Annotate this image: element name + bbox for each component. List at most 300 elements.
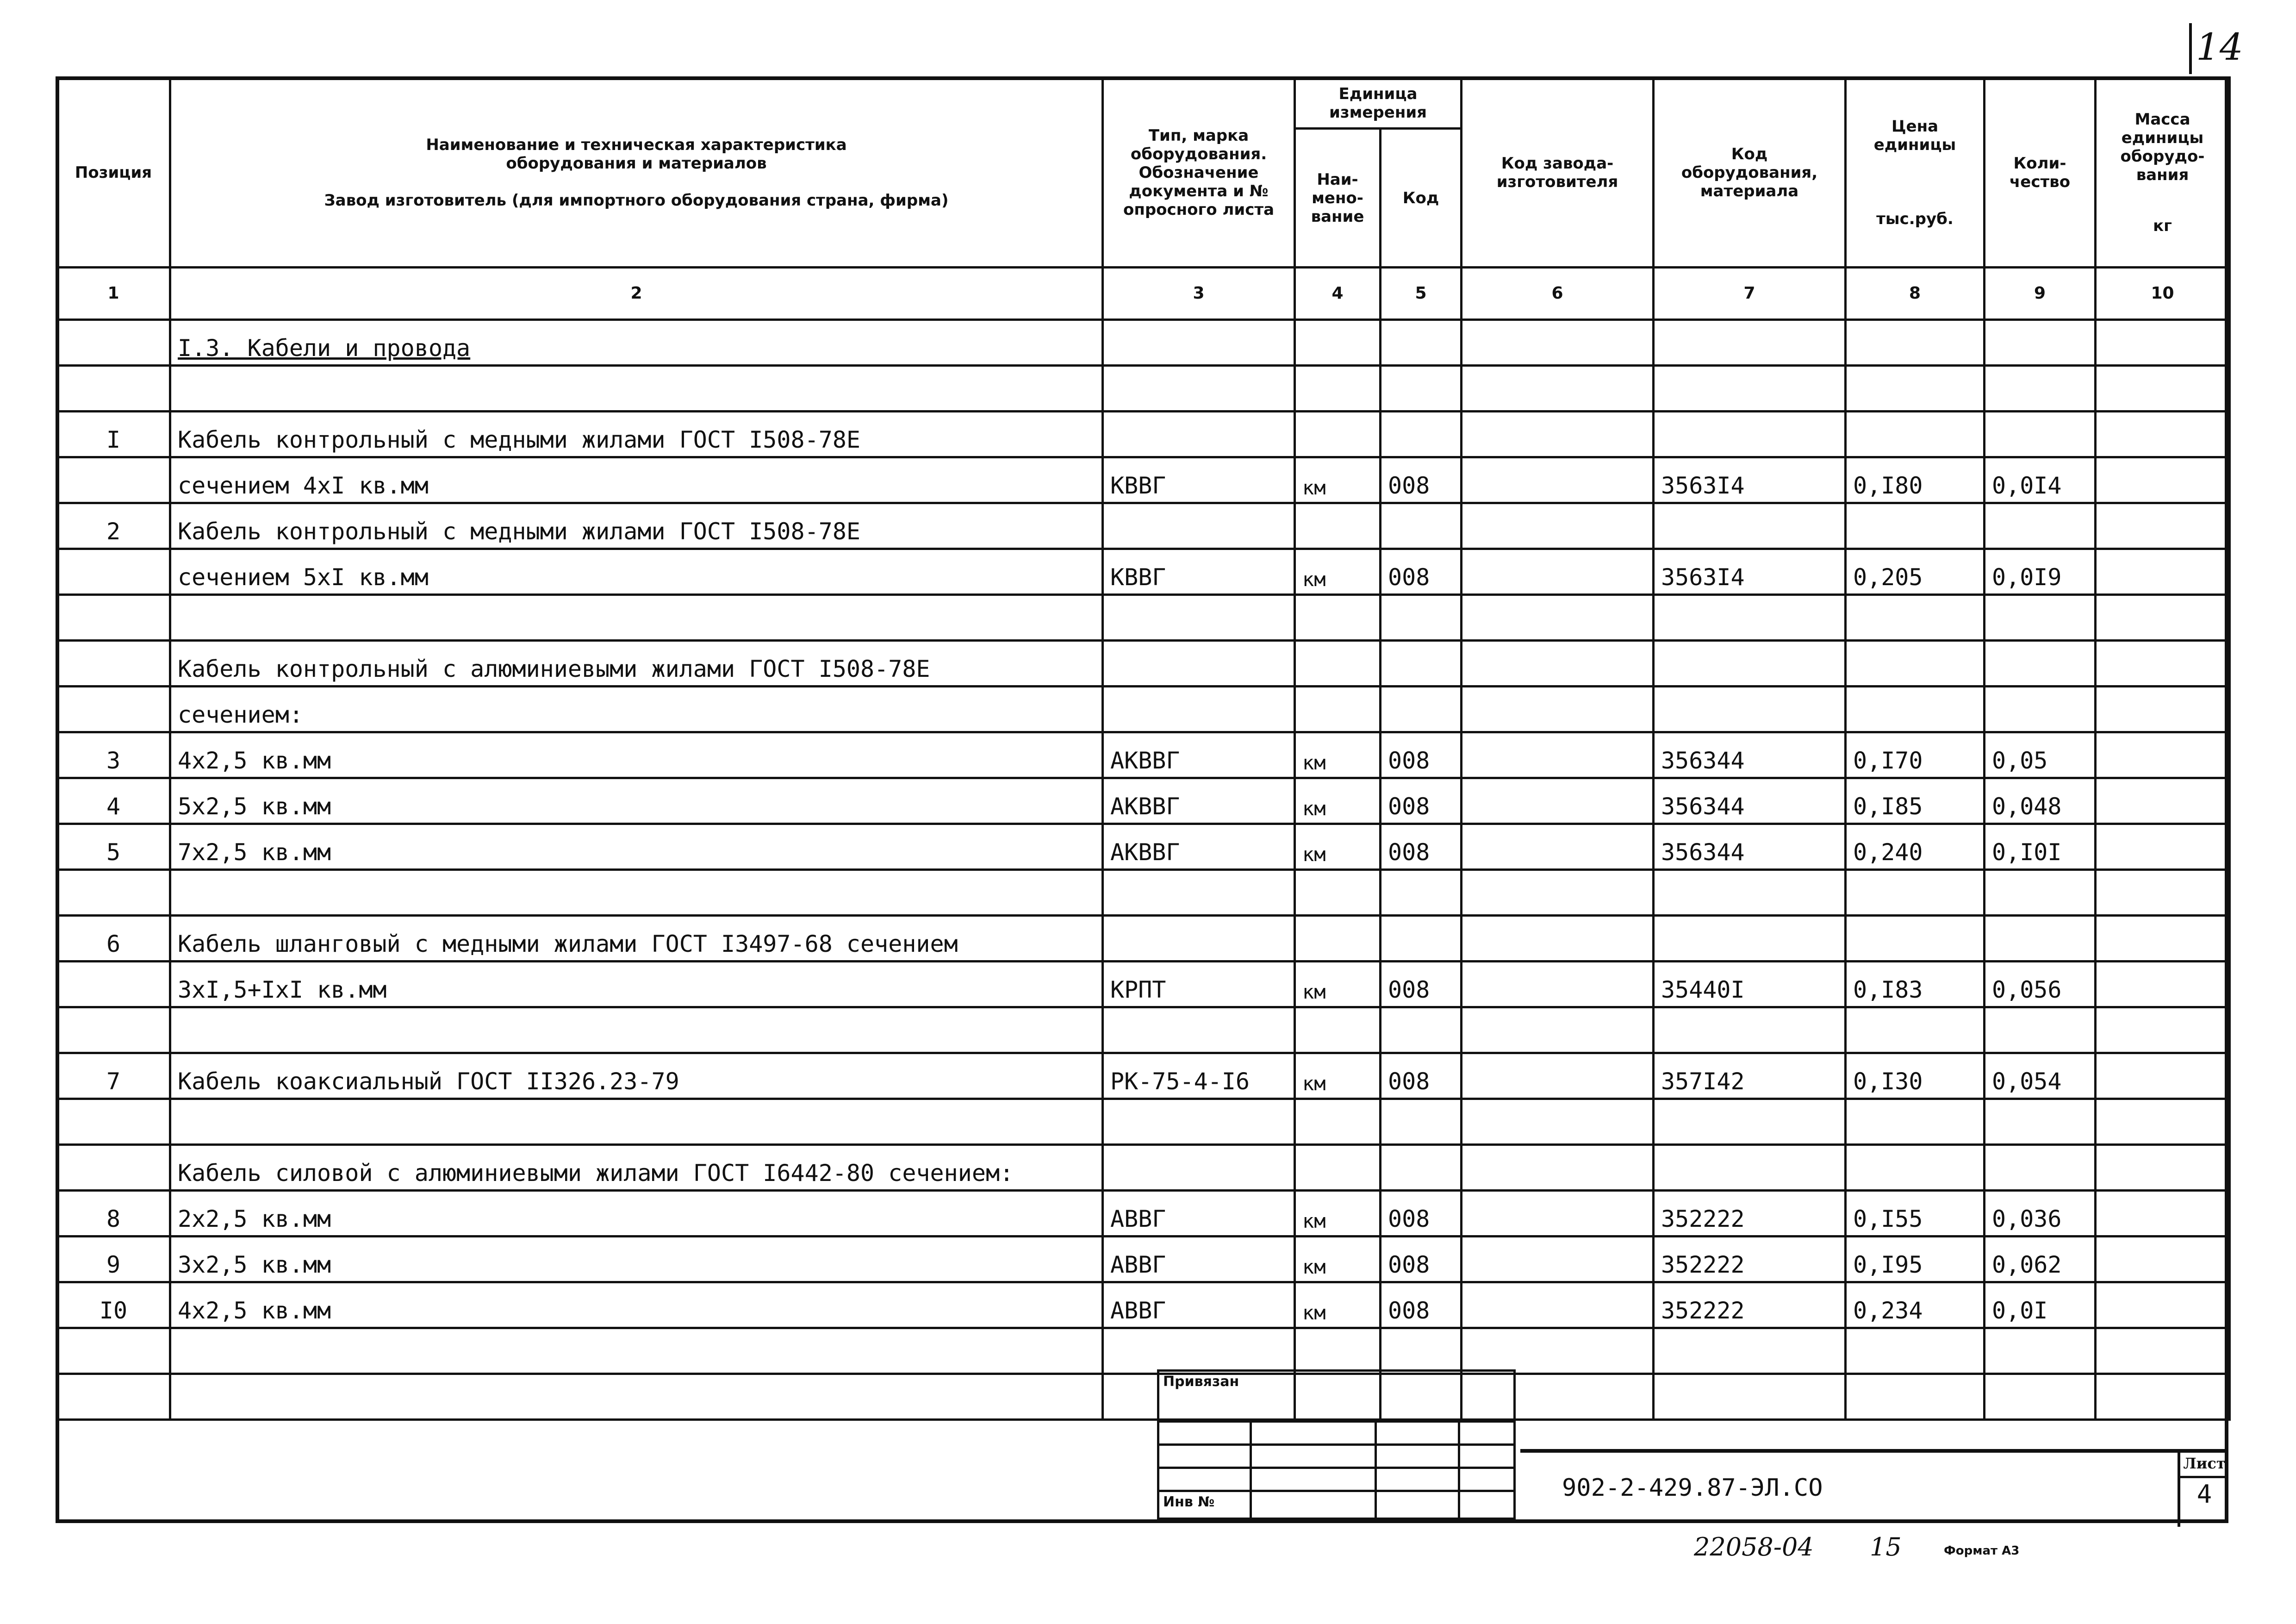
row-price: 0,240	[1846, 824, 1985, 870]
row-unit	[1295, 320, 1381, 366]
row-mass	[2096, 366, 2230, 412]
row-quantity	[1985, 916, 2096, 962]
row-plant-code	[1462, 1145, 1654, 1191]
row-quantity	[1985, 1007, 2096, 1053]
row-unit	[1295, 595, 1381, 641]
row-mass	[2096, 503, 2230, 549]
table-row	[57, 1282, 2230, 1328]
row-type: РК-75-4-I6	[1103, 1053, 1295, 1099]
row-plant-code	[1462, 778, 1654, 824]
row-unit-code: 008	[1381, 1053, 1462, 1099]
row-price	[1846, 595, 1985, 641]
row-name: Кабель контрольный с медными жилами ГОСТ I508-78Е	[170, 503, 1103, 549]
row-type	[1103, 1328, 1295, 1374]
header-price-unit: тыс.руб.	[1876, 209, 1954, 228]
title-block	[1520, 1449, 2228, 1523]
row-unit: км	[1295, 732, 1381, 778]
stamp-cell	[1158, 1468, 1251, 1491]
row-position	[57, 1328, 170, 1374]
header-position: Позиция	[57, 78, 170, 268]
row-type: АВВГ	[1103, 1282, 1295, 1328]
row-plant-code	[1462, 412, 1654, 457]
row-mass	[2096, 687, 2230, 732]
row-unit	[1295, 687, 1381, 732]
row-item-code	[1654, 320, 1846, 366]
corner-page-number: 14	[2196, 25, 2243, 69]
row-unit	[1295, 1007, 1381, 1053]
row-unit: км	[1295, 1282, 1381, 1328]
row-item-code	[1654, 412, 1846, 457]
row-position	[57, 1374, 170, 1420]
row-quantity: 0,048	[1985, 778, 2096, 824]
row-item-code: 352222	[1654, 1237, 1846, 1282]
specification-body	[57, 320, 2230, 1420]
row-position	[57, 320, 170, 366]
row-type: АКВВГ	[1103, 824, 1295, 870]
row-price	[1846, 366, 1985, 412]
row-position	[57, 366, 170, 412]
column-number: 4	[1295, 268, 1381, 320]
row-mass	[2096, 778, 2230, 824]
row-type: КВВГ	[1103, 457, 1295, 503]
table-row	[57, 732, 2230, 778]
row-item-code	[1654, 1328, 1846, 1374]
row-unit: км	[1295, 1053, 1381, 1099]
header-quantity: Коли-чество	[1985, 78, 2096, 268]
stamp-cell	[1459, 1468, 1515, 1491]
row-price	[1846, 870, 1985, 916]
row-quantity	[1985, 1099, 2096, 1145]
stamp-cell	[1376, 1422, 1459, 1445]
row-unit	[1295, 366, 1381, 412]
table-row	[57, 412, 2230, 457]
row-plant-code	[1462, 1007, 1654, 1053]
row-unit	[1295, 412, 1381, 457]
row-unit: км	[1295, 1191, 1381, 1237]
row-name: Кабель контрольный с медными жилами ГОСТ I508-78Е	[170, 412, 1103, 457]
row-unit-code	[1381, 320, 1462, 366]
row-unit-code	[1381, 1007, 1462, 1053]
row-mass	[2096, 549, 2230, 595]
row-item-code: 352222	[1654, 1282, 1846, 1328]
column-number: 8	[1846, 268, 1985, 320]
row-price	[1846, 320, 1985, 366]
row-position: 9	[57, 1237, 170, 1282]
row-item-code	[1654, 870, 1846, 916]
table-row	[57, 1328, 2230, 1374]
row-price	[1846, 503, 1985, 549]
row-unit-code: 008	[1381, 778, 1462, 824]
row-type	[1103, 503, 1295, 549]
row-quantity	[1985, 503, 2096, 549]
row-position	[57, 962, 170, 1007]
row-plant-code	[1462, 1053, 1654, 1099]
row-item-code: 3563I4	[1654, 457, 1846, 503]
row-price: 0,I55	[1846, 1191, 1985, 1237]
header-price	[1846, 78, 1985, 268]
row-name: 3x2,5 кв.мм	[170, 1237, 1103, 1282]
row-plant-code	[1462, 320, 1654, 366]
row-item-code	[1654, 595, 1846, 641]
table-row	[57, 1007, 2230, 1053]
row-unit-code	[1381, 1145, 1462, 1191]
row-name: I.3. Кабели и провода	[170, 320, 1103, 366]
row-quantity	[1985, 1328, 2096, 1374]
row-name	[170, 366, 1103, 412]
row-position: 5	[57, 824, 170, 870]
table-row	[57, 1191, 2230, 1237]
row-plant-code	[1462, 641, 1654, 687]
row-item-code: 35440I	[1654, 962, 1846, 1007]
approval-stamp	[1157, 1369, 1516, 1520]
sheet-label: Лист	[2180, 1455, 2228, 1478]
stamp-cell	[1251, 1468, 1376, 1491]
column-number: 6	[1462, 268, 1654, 320]
row-price	[1846, 1007, 1985, 1053]
row-mass	[2096, 870, 2230, 916]
stamp-cell	[1251, 1445, 1376, 1468]
row-position: 2	[57, 503, 170, 549]
row-unit-code: 008	[1381, 549, 1462, 595]
row-item-code	[1654, 366, 1846, 412]
document-number: 902-2-429.87-ЭЛ.СО	[1562, 1474, 1823, 1502]
table-row	[57, 366, 2230, 412]
row-type	[1103, 320, 1295, 366]
row-position	[57, 457, 170, 503]
row-position: 8	[57, 1191, 170, 1237]
row-unit: км	[1295, 824, 1381, 870]
table-row	[57, 916, 2230, 962]
row-mass	[2096, 1007, 2230, 1053]
row-position	[57, 641, 170, 687]
row-price	[1846, 1145, 1985, 1191]
row-item-code	[1654, 1374, 1846, 1420]
stamp-inventory-label: Инв №	[1158, 1491, 1251, 1519]
column-number: 1	[57, 268, 170, 320]
table-row	[57, 457, 2230, 503]
row-type	[1103, 1007, 1295, 1053]
row-plant-code	[1462, 824, 1654, 870]
row-unit-code: 008	[1381, 1237, 1462, 1282]
row-item-code	[1654, 916, 1846, 962]
row-mass	[2096, 1328, 2230, 1374]
row-unit	[1295, 870, 1381, 916]
row-name: сечением 5xI кв.мм	[170, 549, 1103, 595]
row-unit	[1295, 503, 1381, 549]
row-name: 5x2,5 кв.мм	[170, 778, 1103, 824]
header-mass-unit: кг	[2153, 216, 2172, 235]
row-unit	[1295, 1145, 1381, 1191]
row-type: КВВГ	[1103, 549, 1295, 595]
row-price: 0,I95	[1846, 1237, 1985, 1282]
row-item-code	[1654, 1145, 1846, 1191]
row-type	[1103, 412, 1295, 457]
row-item-code	[1654, 687, 1846, 732]
column-number: 2	[170, 268, 1103, 320]
row-quantity: 0,05	[1985, 732, 2096, 778]
row-price	[1846, 916, 1985, 962]
column-number: 10	[2096, 268, 2230, 320]
row-item-code	[1654, 1099, 1846, 1145]
row-mass	[2096, 824, 2230, 870]
row-type: АКВВГ	[1103, 778, 1295, 824]
row-unit	[1295, 641, 1381, 687]
row-plant-code	[1462, 503, 1654, 549]
header-item-code: Код оборудования, материала	[1654, 78, 1846, 268]
row-position: I0	[57, 1282, 170, 1328]
row-name: Кабель контрольный с алюминиевыми жилами ГОСТ I508-78Е	[170, 641, 1103, 687]
row-quantity	[1985, 595, 2096, 641]
table-row	[57, 778, 2230, 824]
table-row	[57, 962, 2230, 1007]
table-row	[57, 687, 2230, 732]
row-unit-code	[1381, 412, 1462, 457]
row-plant-code	[1462, 595, 1654, 641]
row-mass	[2096, 1099, 2230, 1145]
row-position: 7	[57, 1053, 170, 1099]
stamp-cell	[1251, 1491, 1376, 1519]
footer-page-number: 15	[1870, 1532, 1902, 1562]
table-row	[57, 824, 2230, 870]
table-row	[57, 1145, 2230, 1191]
row-mass	[2096, 1053, 2230, 1099]
row-unit	[1295, 1099, 1381, 1145]
row-quantity: 0,0I4	[1985, 457, 2096, 503]
column-number: 7	[1654, 268, 1846, 320]
row-plant-code	[1462, 366, 1654, 412]
specification-table	[56, 76, 2231, 1421]
row-position: 3	[57, 732, 170, 778]
row-price: 0,205	[1846, 549, 1985, 595]
table-row	[57, 503, 2230, 549]
row-position	[57, 687, 170, 732]
row-name: Кабель коаксиальный ГОСТ II326.23-79	[170, 1053, 1103, 1099]
sheet-number: 4	[2196, 1480, 2212, 1509]
row-quantity	[1985, 1145, 2096, 1191]
table-row	[57, 549, 2230, 595]
row-name: 4x2,5 кв.мм	[170, 1282, 1103, 1328]
row-price: 0,I30	[1846, 1053, 1985, 1099]
row-plant-code	[1462, 962, 1654, 1007]
row-price: 0,I80	[1846, 457, 1985, 503]
row-name: 2x2,5 кв.мм	[170, 1191, 1103, 1237]
row-item-code: 356344	[1654, 778, 1846, 824]
row-unit: км	[1295, 962, 1381, 1007]
row-quantity: 0,054	[1985, 1053, 2096, 1099]
row-position: 6	[57, 916, 170, 962]
row-unit	[1295, 916, 1381, 962]
row-plant-code	[1462, 732, 1654, 778]
row-position: 4	[57, 778, 170, 824]
row-type: КРПТ	[1103, 962, 1295, 1007]
row-item-code: 352222	[1654, 1191, 1846, 1237]
stamp-cell	[1459, 1491, 1515, 1519]
row-quantity: 0,I0I	[1985, 824, 2096, 870]
row-unit-code	[1381, 1328, 1462, 1374]
row-type	[1103, 595, 1295, 641]
header-unit-code: Код	[1381, 129, 1462, 268]
table-row	[57, 1237, 2230, 1282]
row-quantity: 0,062	[1985, 1237, 2096, 1282]
row-mass	[2096, 962, 2230, 1007]
table-row	[57, 1374, 2230, 1420]
row-mass	[2096, 1237, 2230, 1282]
row-position	[57, 1099, 170, 1145]
row-plant-code	[1462, 1237, 1654, 1282]
row-type	[1103, 366, 1295, 412]
row-type: АВВГ	[1103, 1237, 1295, 1282]
stamp-cell	[1251, 1422, 1376, 1445]
row-price: 0,I83	[1846, 962, 1985, 1007]
column-number: 9	[1985, 268, 2096, 320]
corner-mark	[2189, 23, 2192, 74]
row-unit-code: 008	[1381, 1282, 1462, 1328]
row-unit-code: 008	[1381, 732, 1462, 778]
header-price-label: Цена единицы	[1873, 117, 1956, 154]
row-price	[1846, 412, 1985, 457]
row-unit	[1295, 1328, 1381, 1374]
stamp-cell	[1158, 1422, 1251, 1445]
table-row	[57, 870, 2230, 916]
header-mass-label: Масса единицы оборудо-вания	[2120, 110, 2205, 184]
row-mass	[2096, 412, 2230, 457]
row-quantity	[1985, 870, 2096, 916]
table-row	[57, 320, 2230, 366]
row-name: 4x2,5 кв.мм	[170, 732, 1103, 778]
table-row	[57, 1099, 2230, 1145]
header-name-line2: оборудования и материалов	[506, 154, 767, 173]
row-mass	[2096, 732, 2230, 778]
row-name	[170, 870, 1103, 916]
stamp-cell	[1376, 1491, 1459, 1519]
row-mass	[2096, 916, 2230, 962]
footer-format: Формат А3	[1944, 1544, 2020, 1558]
table-row	[57, 595, 2230, 641]
header-plant-code: Код завода-изготовителя	[1462, 78, 1654, 268]
row-name: 3xI,5+IxI кв.мм	[170, 962, 1103, 1007]
row-plant-code	[1462, 687, 1654, 732]
row-quantity: 0,0I	[1985, 1282, 2096, 1328]
row-price: 0,234	[1846, 1282, 1985, 1328]
row-name	[170, 595, 1103, 641]
stamp-cell	[1376, 1468, 1459, 1491]
row-plant-code	[1462, 1328, 1654, 1374]
row-name	[170, 1007, 1103, 1053]
row-plant-code	[1462, 1099, 1654, 1145]
row-type	[1103, 1099, 1295, 1145]
row-quantity	[1985, 687, 2096, 732]
row-plant-code	[1462, 549, 1654, 595]
row-position: I	[57, 412, 170, 457]
row-type	[1103, 641, 1295, 687]
stamp-cell	[1459, 1422, 1515, 1445]
row-unit-code	[1381, 366, 1462, 412]
row-unit: км	[1295, 457, 1381, 503]
row-quantity: 0,036	[1985, 1191, 2096, 1237]
row-plant-code	[1462, 1191, 1654, 1237]
row-price	[1846, 687, 1985, 732]
row-unit: км	[1295, 778, 1381, 824]
row-quantity	[1985, 320, 2096, 366]
row-unit-code	[1381, 641, 1462, 687]
row-unit-code	[1381, 1099, 1462, 1145]
row-item-code	[1654, 1007, 1846, 1053]
row-price: 0,I70	[1846, 732, 1985, 778]
row-type	[1103, 916, 1295, 962]
row-quantity	[1985, 366, 2096, 412]
row-position	[57, 595, 170, 641]
row-item-code: 3563I4	[1654, 549, 1846, 595]
row-mass	[2096, 1145, 2230, 1191]
row-plant-code	[1462, 1282, 1654, 1328]
row-item-code	[1654, 641, 1846, 687]
row-mass	[2096, 1282, 2230, 1328]
row-unit: км	[1295, 1237, 1381, 1282]
header-name-line3: Завод изготовитель (для импортного оборудования страна, фирма)	[324, 191, 949, 210]
header-type: Тип, марка оборудования. Обозначение документа и № опросного листа	[1103, 78, 1295, 268]
row-unit-code	[1381, 870, 1462, 916]
row-name: сечением:	[170, 687, 1103, 732]
row-item-code: 356344	[1654, 824, 1846, 870]
row-position	[57, 870, 170, 916]
row-position	[57, 1007, 170, 1053]
row-name: сечением 4xI кв.мм	[170, 457, 1103, 503]
row-price	[1846, 1328, 1985, 1374]
row-unit-code: 008	[1381, 457, 1462, 503]
row-unit-code	[1381, 595, 1462, 641]
row-quantity	[1985, 1374, 2096, 1420]
row-type: АКВВГ	[1103, 732, 1295, 778]
row-price	[1846, 1099, 1985, 1145]
row-price: 0,I85	[1846, 778, 1985, 824]
stamp-cell	[1158, 1445, 1251, 1468]
header-name-line1: Наименование и техническая характеристика	[426, 135, 847, 154]
row-unit-code: 008	[1381, 1191, 1462, 1237]
column-number: 5	[1381, 268, 1462, 320]
row-unit-code: 008	[1381, 962, 1462, 1007]
row-position	[57, 1145, 170, 1191]
header-name	[170, 78, 1103, 268]
header-unit-group: Единица измерения	[1295, 78, 1462, 129]
table-row	[57, 641, 2230, 687]
row-type	[1103, 870, 1295, 916]
row-mass	[2096, 320, 2230, 366]
header-unit-name: Наи-мено-вание	[1295, 129, 1381, 268]
sheet-box	[2178, 1453, 2228, 1527]
row-mass	[2096, 595, 2230, 641]
row-plant-code	[1462, 916, 1654, 962]
row-plant-code	[1462, 870, 1654, 916]
row-name	[170, 1328, 1103, 1374]
row-position	[57, 549, 170, 595]
row-type	[1103, 687, 1295, 732]
row-unit-code	[1381, 916, 1462, 962]
row-unit-code	[1381, 687, 1462, 732]
table-row	[57, 1053, 2230, 1099]
row-quantity	[1985, 641, 2096, 687]
row-mass	[2096, 457, 2230, 503]
row-name: 7x2,5 кв.мм	[170, 824, 1103, 870]
row-mass	[2096, 641, 2230, 687]
row-quantity: 0,0I9	[1985, 549, 2096, 595]
row-quantity	[1985, 412, 2096, 457]
row-unit-code	[1381, 503, 1462, 549]
row-name	[170, 1374, 1103, 1420]
header-mass	[2096, 78, 2230, 268]
row-name: Кабель силовой с алюминиевыми жилами ГОСТ I6442-80 сечением:	[170, 1145, 1103, 1191]
row-mass	[2096, 1374, 2230, 1420]
column-number: 3	[1103, 268, 1295, 320]
